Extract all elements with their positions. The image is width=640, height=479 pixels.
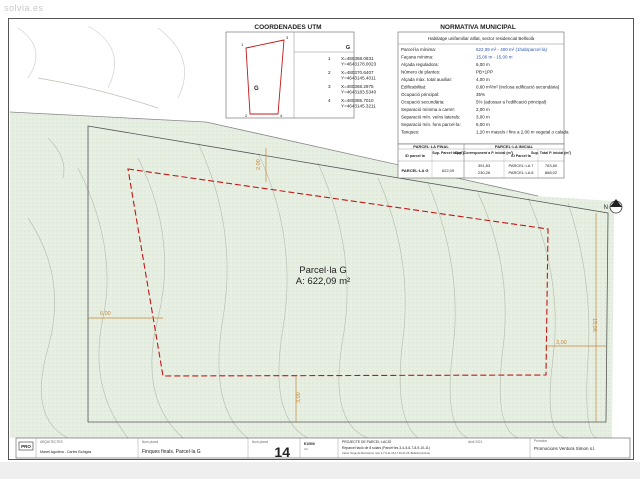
normativa-label: Edificabilitat: [401,84,427,90]
init-id: PARCEL·LA 7 [508,163,534,168]
plot-name: Parcel·la G [299,265,347,276]
dimension-front: 2,00 [256,159,262,170]
normativa-value: 15,06 m - 15,00 m [476,54,513,60]
init-corr: 391,83 [477,163,491,168]
normativa-value: 0,60 m²/m² (inclosa edificació secundària) [476,84,560,90]
normativa-label: Façana mínima: [401,54,434,60]
normativa-value: 1,20 m massís i fins a 2,00 m vegetal o calada [476,129,569,135]
normativa-label: Separació mínima a carrer: [401,107,456,112]
plan-name: Finques finals. Parcel·la G [142,449,201,455]
init-total: 763,80 [544,163,558,168]
dimension-back: 3,00 [296,392,302,403]
initial-title: PARCEL·LA INICIAL [494,144,534,149]
col-id-init: ID Parcel·la [511,154,531,158]
utm-coordinates-panel [226,24,377,118]
col-sup: Sup. Parcel·la (m²) [432,151,464,155]
escala: E1/500 [304,442,315,446]
utm-row-y: Y=4643183.5340 [341,89,377,95]
final-sup: 622,09 [441,168,455,173]
normativa-value: 5% (adossar a l'edificació principal) [476,99,547,105]
utm-row-n: 2 [328,70,331,75]
vertex-3: 3 [286,35,289,40]
vertex-1: 1 [241,42,244,47]
escala-sub: A3 [304,447,308,451]
normativa-title: NORMATIVA MUNICIPAL [440,24,516,31]
normativa-label: Alçada màx. total auxiliar: [401,77,453,82]
final-title: PARCEL·LA FINAL [413,144,449,149]
normativa-label: Tanques: [401,129,420,135]
date: Abril 2021 [468,440,483,444]
normativa-label: Ocupació secundària: [401,99,445,105]
normativa-value: 4,00 m [476,77,490,82]
col-corr: Sup. Corresponent a P. inicial (m²) [454,151,514,155]
normativa-value: 622,09 m² - 400 m² (1hab/parcel·la) [476,47,548,52]
normativa-label: Separació mín. fons parcel·la: [401,122,461,127]
init-corr: 230,26 [477,170,491,175]
dimension-right: 3,00 [556,340,567,346]
plan-label: Nom planol [142,440,159,444]
bottom-strip [0,462,640,479]
normativa-label: Separació mín. veïns laterals: [401,114,461,120]
north-label: N [603,205,608,211]
utm-row-y: Y=4643178.0023 [341,61,377,67]
watermark: solvia.es [4,3,44,13]
normativa-value: 6,00 m [476,62,490,67]
utm-row-n: 4 [328,98,331,103]
normativa-label: Ocupació principal: [401,92,440,97]
col-id: ID parcel·la [405,154,425,158]
dimension-left: 6,00 [100,311,111,317]
final-id: PARCEL·LA G [401,168,429,173]
sheet-number: 14 [274,444,290,460]
utm-row-x: X=480370.6407 [341,70,374,75]
normativa-value: 6,00 m [476,122,490,127]
architects: Manel Aguilera - Carles Bohigas [40,450,92,454]
normativa-label: Parcel·la mínima: [401,47,437,52]
col-total: Sup. Total P. inicial (m²) [530,151,572,155]
utm-table-header: G [345,45,351,51]
normativa-label: Número de plantes: [401,69,441,75]
utm-title: COORDENADES UTM [254,24,322,31]
architects-label: ARQUITECTES [40,440,63,444]
utm-row-x: X=480368.0831 [341,56,374,61]
init-total: 868,02 [544,170,558,175]
normativa-value: 3,00 m [476,114,490,120]
project-line2: Carrer Verge de Montserrat, núm 4-7-9-11-15-17-19-21-23, Bellsolà (Girona) [342,452,430,455]
init-id: PARCEL·LA 8 [508,170,534,175]
utm-row-y: Y=4643145.3211 [341,103,376,109]
client: Promocions Ventura Simon s.l. [534,446,596,451]
scale-label: Nom planol [252,440,269,444]
utm-row-n: 3 [328,84,331,89]
normativa-value: PB+1PP [476,69,494,75]
plot-area: A: 622,09 m² [295,276,351,287]
mini-plot-label: G [254,86,259,92]
project-line1: Reparcel·lació de 8 solars (Parcel·les 3-4-5-6-7-8-9-10-11) [342,446,430,450]
project-label: PROJECTE DE PARCEL·LACIÓ [342,440,392,444]
utm-row-x: X=480368.2975 [341,84,374,89]
title-block [16,438,630,460]
normativa-label: Alçada reguladora: [401,62,439,67]
vertex-2: 2 [245,113,248,118]
site-plan-sheet [8,18,634,460]
normativa-subtitle: Habitatge unifamiliar aïllat, sector residencial Bellsolà [427,36,535,41]
vertex-4: 4 [280,113,283,118]
normativa-panel [398,24,569,144]
utm-row-y: Y=4643145.4011 [341,75,376,81]
dimension-facade: 15,06 [591,318,597,332]
normativa-value: 35% [476,92,486,97]
logo-text: PRO [21,444,31,449]
client-label: Promotor [534,439,548,443]
normativa-value: 2,00 m [476,107,490,112]
parcel-table [398,144,572,178]
utm-row-x: X=480385.7010 [341,98,374,103]
utm-row-n: 1 [328,56,331,61]
